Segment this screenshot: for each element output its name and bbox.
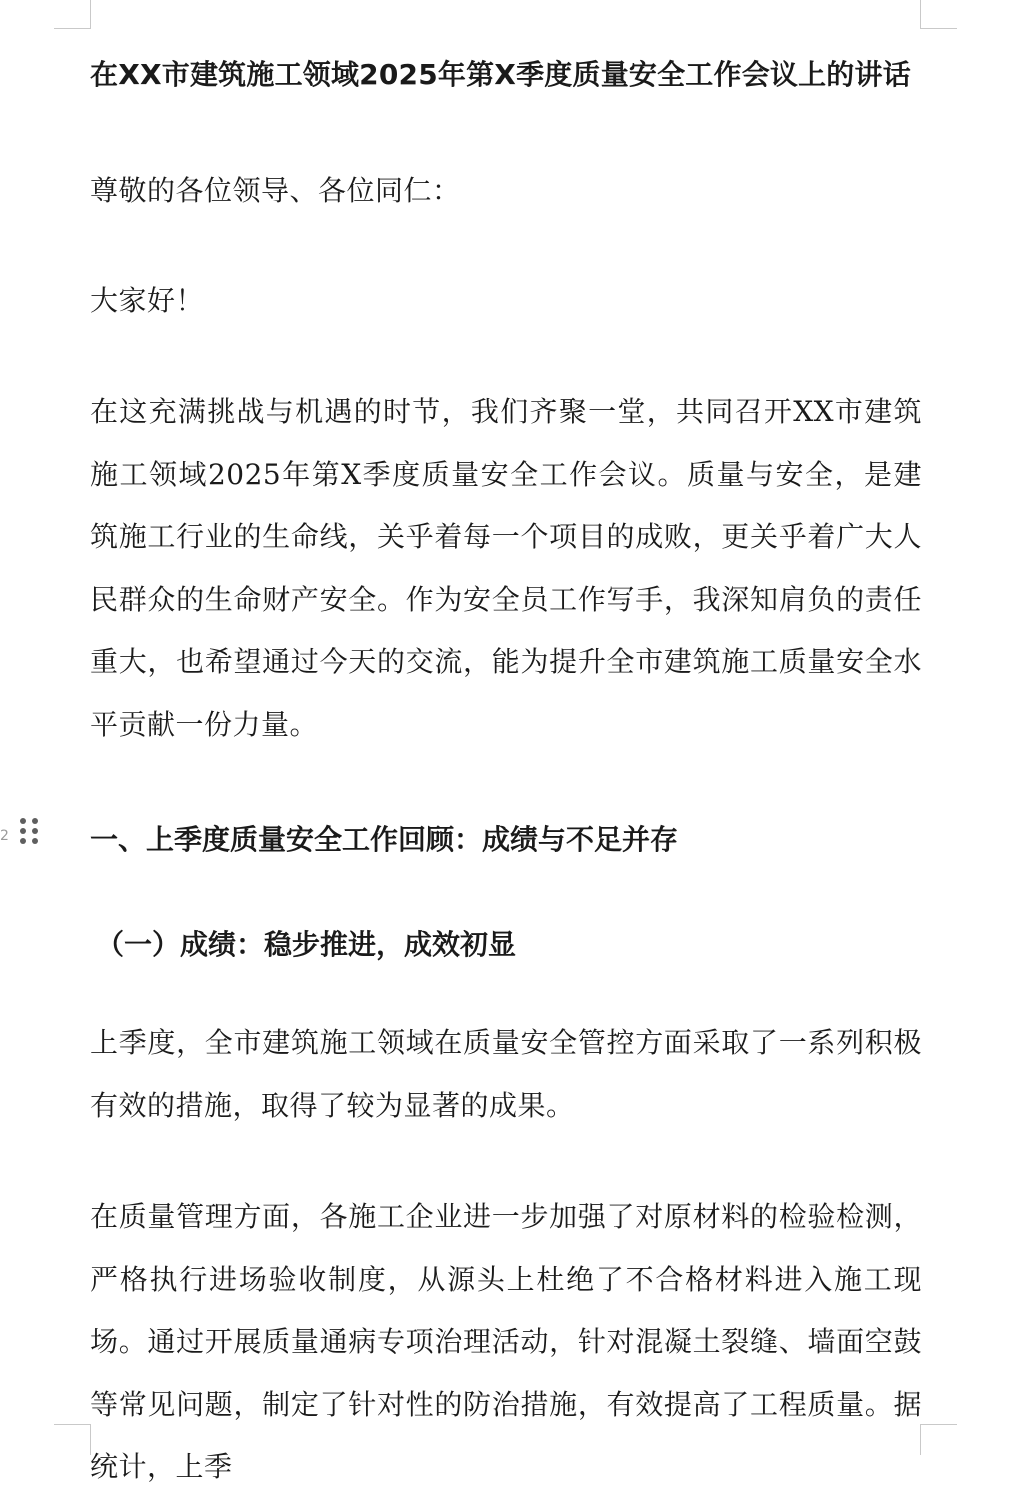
crop-mark-top-right <box>920 0 957 29</box>
document-title: 在XX市建筑施工领域2025年第X季度质量安全工作会议上的讲话 <box>90 58 911 91</box>
margin-line-number: 2 <box>0 828 9 844</box>
subsection-heading: （一）成绩：稳步推进，成效初显 <box>96 928 517 961</box>
greeting: 大家好！ <box>90 284 205 317</box>
salutation: 尊敬的各位领导、各位同仁： <box>90 174 461 207</box>
crop-mark-top-left <box>54 0 91 29</box>
drag-handle-icon[interactable] <box>20 818 40 848</box>
crop-mark-bottom-right <box>920 1424 957 1455</box>
section-heading: 一、上季度质量安全工作回顾：成绩与不足并存 <box>90 823 679 856</box>
quality-paragraph: 在质量管理方面，各施工企业进一步加强了对原材料的检验检测，严格执行进场验收制度，从源头上杜绝了不合格材料进入施工现场。通过开展质量通病专项治理活动，针对混凝土裂缝、墙面空鼓等常见问题，制定了针对性的防治措施，有效提高了工程质量。据统计，上季 <box>90 1200 922 1483</box>
crop-mark-bottom-left <box>54 1424 91 1455</box>
intro-paragraph: 在这充满挑战与机遇的时节，我们齐聚一堂，共同召开XX市建筑施工领域2025年第X季度质量安全工作会议。质量与安全，是建筑施工行业的生命线，关乎着每一个项目的成败，更关乎着广大人民群众的生命财产安全。作为安全员工作写手，我深知肩负的责任重大，也希望通过今天的交流，能为提升全市建筑施工质量安全水平贡献一份力量。 <box>90 395 922 741</box>
achievements-paragraph: 上季度，全市建筑施工领域在质量安全管控方面采取了一系列积极有效的措施，取得了较为显著的成果。 <box>90 1026 922 1122</box>
